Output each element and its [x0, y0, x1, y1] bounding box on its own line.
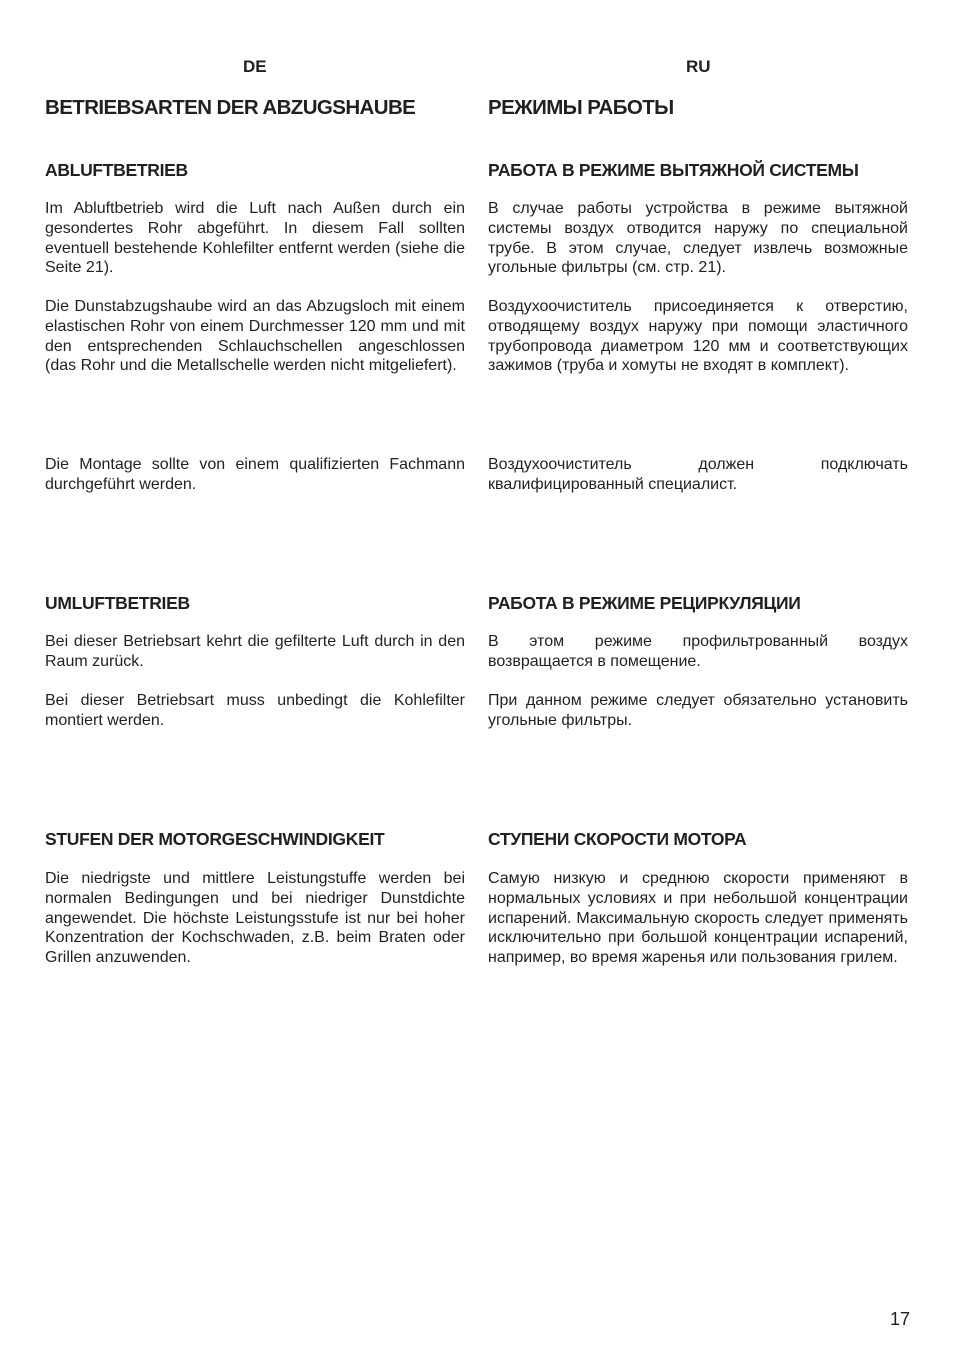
paragraph-abluft-de-2: Die Dunstabzugshaube wird an das Abzugsloch mit einem elastischen Rohr von einem Durchmesser 120 mm und mit den entsprechenden Schlauchschellen angeschlossen (das Rohr und die Metallschelle werden nicht mitgeliefert).: [45, 298, 465, 375]
paragraph-umluft-de-2: Bei dieser Betriebsart muss unbedingt die Kohlefilter montiert werden.: [45, 692, 465, 729]
paragraph-abluft-ru-3: Воздухоочиститель должен подключать квалифицированный специалист.: [488, 456, 908, 493]
section-heading-stufen-ru: СТУПЕНИ СКОРОСТИ МОТОРА: [488, 829, 747, 849]
language-label-de: DE: [243, 57, 267, 76]
page-number: 17: [889, 1309, 910, 1329]
paragraph-stufen-de-1: Die niedrigste und mittlere Leistungstuffe werden bei normalen Bedingungen und bei niedriger Dunstdichte angewendet. Die höchste Leistungsstufe ist nur bei hoher Konzentration der Kochschwaden, z.B. beim Braten oder Grillen anzuwenden.: [45, 870, 465, 967]
paragraph-abluft-de-1: Im Abluftbetrieb wird die Luft nach Außen durch ein gesondertes Rohr abgeführt. In diesem Fall sollten eventuell bestehende Kohlefilter entfernt werden (siehe die Seite 21).: [45, 200, 465, 277]
section-heading-abluft-de: ABLUFTBETRIEB: [45, 160, 188, 180]
paragraph-umluft-ru-1: В этом режиме профильтрованный воздух возвращается в помещение.: [488, 633, 908, 670]
paragraph-umluft-ru-2: При данном режиме следует обязательно установить угольные фильтры.: [488, 692, 908, 729]
section-heading-umluft-ru: РАБОТА В РЕЖИМЕ РЕЦИРКУЛЯЦИИ: [488, 593, 801, 613]
section-heading-umluft-de: UMLUFTBETRIEB: [45, 593, 190, 613]
section-heading-stufen-de: STUFEN DER MOTORGESCHWINDIGKEIT: [45, 829, 385, 849]
section-heading-abluft-ru: РАБОТА В РЕЖИМЕ ВЫТЯЖНОЙ СИСТЕМЫ: [488, 160, 859, 180]
language-label-ru: RU: [686, 57, 711, 76]
paragraph-umluft-de-1: Bei dieser Betriebsart kehrt die gefilterte Luft durch in den Raum zurück.: [45, 633, 465, 670]
page-title-ru: РЕЖИМЫ РАБОТЫ: [488, 96, 674, 119]
paragraph-abluft-ru-2: Воздухоочиститель присоединяется к отверстию, отводящему воздух наружу при помощи эластичного трубопровода диаметром 120 мм и соответствующих зажимов (труба и хомуты не входят в комплект).: [488, 298, 908, 375]
page-title-de: BETRIEBSARTEN DER ABZUGSHAUBE: [45, 96, 416, 119]
paragraph-stufen-ru-1: Самую низкую и среднюю скорости применяют в нормальных условиях и при небольшой концентрации испарений. Максимальную скорость следует применять исключительно при большой концентрации испарений, например, во время жаренья или пользования грилем.: [488, 870, 908, 967]
paragraph-abluft-de-3: Die Montage sollte von einem qualifizierten Fachmann durchgeführt werden.: [45, 456, 465, 493]
paragraph-abluft-ru-1: В случае работы устройства в режиме вытяжной системы воздух отводится наружу по специальной трубе. В этом случае, следует извлечь возможные угольные фильтры (см. стр. 21).: [488, 200, 908, 277]
